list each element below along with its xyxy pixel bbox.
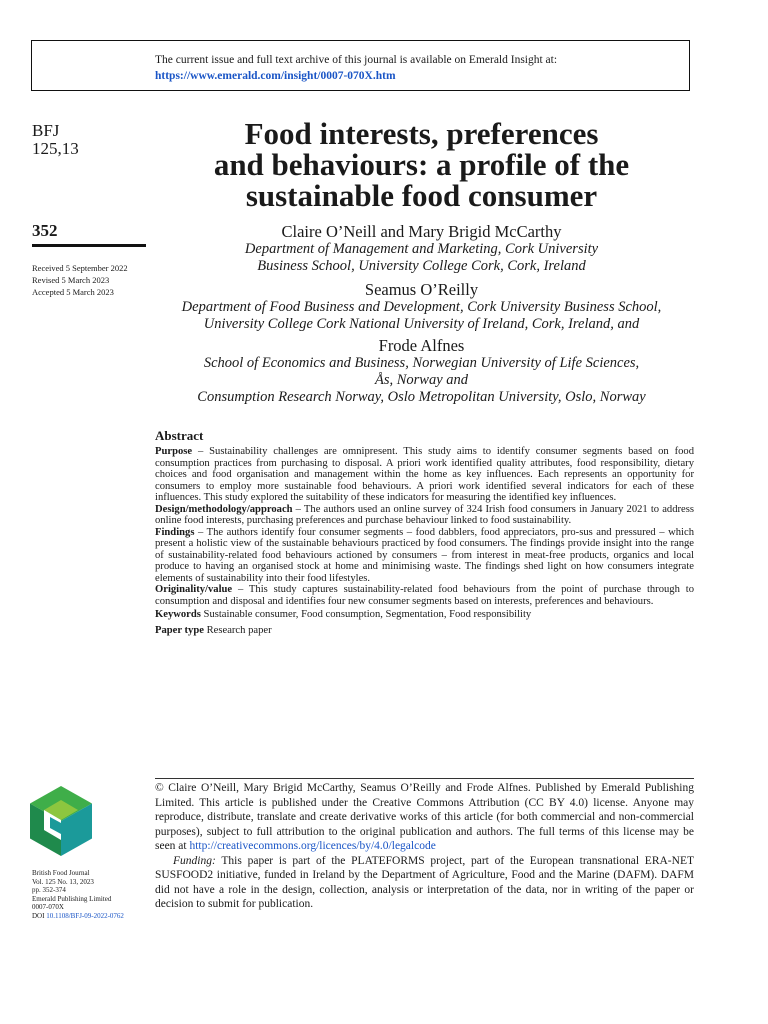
journal-code [32,122,146,158]
footer-rule [155,778,694,779]
article-dates [32,262,146,298]
paper-type [155,623,694,639]
section-text: – The authors identify four consumer segments – food dabblers, food appreciators, pro-sus and pressured – which present a holistic view of the sustainable behaviours practiced by food consumers. The findings provide insight into the range of sustainability-related food behaviours actioned by consumers – from interest in meat-free products, organics and local produce to having an organised stock at home and minimising waste. The findings shed light on how consumers integrate elements of sustainability into their food lifestyles. [155,526,694,584]
paper-type-label: Paper type [155,625,204,636]
section-label: Purpose [155,446,193,457]
received-date: Received 5 September 2022 [32,263,128,273]
section-text: – The authors used an online survey of 324 Irish food consumers in January 2021 to address online food interests, purchasing preferences and purchase behaviour linked to food sustainability. [155,503,694,526]
section-label: Design/methodology/approach [155,503,293,515]
funding-notice [155,854,694,912]
abstract-findings [155,527,694,585]
notice-text: The current issue and full text archive of this journal is available on Emerald Insight at: [155,54,558,66]
affiliation: Department of Food Business and Development, Cork University Business School, [181,299,662,315]
affiliation: School of Economics and Business, Norwegian University of Life Sciences, [203,355,640,371]
title-line: Food interests, preferences [244,116,599,151]
funding-label: Funding: [173,854,216,867]
emerald-logo-icon [30,786,92,856]
accepted-date: Accepted 5 March 2023 [32,287,114,297]
copyright-notice [155,781,694,854]
section-text: – Sustainability challenges are omnipresent. This study aims to identify consumer segments based on food consumption practices from purchasing to disposal. A priori work identified quality attributes, food responsibility, dietary choices and food organisation and management within the home as key influences. Each represents an opportunity for consumers to employ more sustainable food behaviours. A priori work identified several indicators for each of these influences. This study explored the suitability of these indicators for measuring the identified key influences. [155,446,694,503]
abstract-design [155,504,694,527]
copyright-footer [155,781,694,912]
abstract-originality [155,584,694,607]
page-number-rule [32,244,146,247]
section-label: Findings [155,526,195,538]
affiliation: Consumption Research Norway, Oslo Metropolitan University, Oslo, Norway [197,389,646,405]
revised-date: Revised 5 March 2023 [32,275,110,285]
doi-label: DOI [32,911,45,920]
keywords [155,607,694,623]
keywords-text: Sustainable consumer, Food consumption, Segmentation, Food responsibility [200,609,532,620]
affiliation: Department of Management and Marketing, Cork University [244,241,599,257]
issn: 0007-070X [32,903,64,911]
volume-info: Vol. 125 No. 13, 2023 [32,877,94,886]
copyright-text: © Claire O’Neill, Mary Brigid McCarthy, Seamus O’Reilly and Frode Alfnes. Published by Emerald Publishing Limited. This article is published under the Creative Commons Attribution (CC BY 4.0) license. Anyone may reproduce, distribute, translate and create derivative works of this article (for both commercial and non-commercial purposes), subject to full attribution to the original publication and authors. The full terms of this license may be seen at [155,782,694,852]
section-text: – This study captures sustainability-related food behaviours from the point of purchase through to consumption and disposal and identifies four new consumer segments based on interests, preferences and behaviours. [155,584,694,607]
doi-line [32,912,152,921]
abstract-purpose [155,446,694,504]
journal-abbrev: BFJ [32,121,60,140]
page-range: pp. 352-374 [32,886,66,894]
doi-link[interactable]: 10.1108/BFJ-09-2022-0762 [46,911,124,920]
publisher: Emerald Publishing Limited [32,894,112,903]
article-title [150,118,693,211]
author-names: Frode Alfnes [378,336,465,355]
journal-name: British Food Journal [32,869,90,877]
affiliation: Ås, Norway and [374,372,469,388]
author-names: Claire O’Neill and Mary Brigid McCarthy [281,222,562,241]
affiliation: Business School, University College Cork, Cork, Ireland [257,258,586,274]
author-names: Seamus O’Reilly [364,280,479,299]
journal-notice-box [31,40,690,91]
journal-volume-issue: 125,13 [32,139,79,158]
journal-url-link[interactable]: https://www.emerald.com/insight/0007-070X.htm [155,70,396,82]
author-group-1 [150,222,693,275]
author-group-2 [150,280,693,333]
section-label: Originality/value [155,584,233,595]
abstract-heading: Abstract [155,428,204,443]
funding-text: This paper is part of the PLATEFORMS project, part of the European transnational ERA-NET SUSFOOD2 initiative, funded in Ireland by the Department of Agriculture, Food and the Marine (DAFM). DAFM did not have a role in the design, collection, analysis or interpretation of the data, nor in writing of the paper or decision to submit for publication. [155,854,694,910]
paper-type-text: Research paper [203,625,272,636]
abstract [155,428,694,639]
title-line: and behaviours: a profile of the [213,147,630,182]
author-group-3 [150,336,693,406]
affiliation: University College Cork National University of Ireland, Cork, Ireland, and [203,316,640,332]
page-number: 352 [32,221,58,240]
keywords-label: Keywords [155,609,201,620]
license-link[interactable]: http://creativecommons.org/licences/by/4.0/legalcode [189,840,436,852]
publication-info [32,869,152,920]
title-line: sustainable food consumer [245,178,598,213]
